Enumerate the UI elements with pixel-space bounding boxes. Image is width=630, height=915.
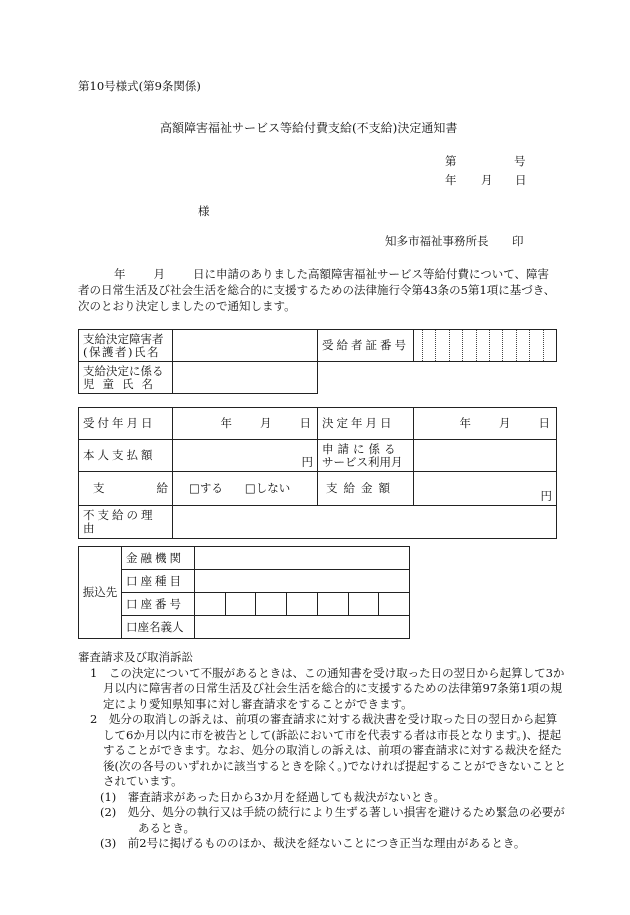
account-digit-box[interactable] (348, 593, 379, 616)
account-type-cell[interactable] (195, 570, 410, 593)
child-label-2: 児童氏名 (83, 376, 161, 391)
appeal-section (78, 650, 566, 852)
body-paragraph (78, 266, 556, 314)
child-name-cell[interactable] (173, 362, 318, 394)
body-month: 月 (153, 267, 165, 281)
receipt-month: 月 (260, 416, 272, 430)
transfer-label: 振込先 (79, 547, 122, 639)
appeal-heading: 審査請求及び取消訴訟 (78, 650, 193, 664)
digit-box[interactable] (543, 330, 556, 361)
digit-box[interactable] (529, 330, 542, 361)
account-digit-box[interactable] (317, 593, 348, 616)
table1-blank (318, 362, 557, 394)
body-rest: 日に申請のありました高額障害福祉サービス等給付費について、障害者の日常生活及び社会生活を総合的に支援するための法律施行令第43条の5第1項に基づき、次のとおり決定しましたので通知します。 (78, 267, 556, 313)
certificate-label: 受給者証番号 (318, 330, 414, 362)
applicant-label-cell (79, 330, 173, 362)
self-pay-label: 本人支払額 (79, 440, 173, 472)
account-digit-box[interactable] (256, 593, 287, 616)
decision-date-cell[interactable] (414, 408, 557, 440)
doc-no-prefix: 第 (445, 154, 457, 168)
digit-box[interactable] (489, 330, 502, 361)
option-no-checkbox[interactable]: □しない (244, 481, 291, 495)
payment-label-2: 給 (156, 481, 168, 495)
service-month-label-cell (318, 440, 414, 472)
child-label-1: 支給決定に係る (83, 363, 164, 378)
account-digit-box[interactable] (287, 593, 318, 616)
applicant-label-2: (保護者)氏名 (83, 344, 160, 359)
appeal-sub-3: (3) 前2号に掲げるもののほか、裁決を経ないことにつき正当な理由があるとき。 (100, 836, 526, 850)
self-pay-yen: 円 (301, 455, 313, 469)
reason-cell[interactable] (173, 506, 557, 539)
appeal-sub-2: (2) 処分、処分の執行又は手続の続行により生ずる著しい損害を避けるため緊急の必要があるとき。 (100, 805, 565, 835)
applicant-name-cell[interactable] (173, 330, 318, 362)
page-title: 高額障害福祉サービス等給付費支給(不支給)決定通知書 (160, 121, 458, 135)
date-month: 月 (481, 173, 493, 187)
self-pay-amount-cell[interactable] (173, 440, 318, 472)
payment-amount-cell[interactable] (414, 472, 557, 506)
receipt-date-cell[interactable] (173, 408, 318, 440)
certificate-number-cell[interactable] (414, 330, 557, 362)
body-year: 年 (114, 267, 126, 281)
bank-label: 金融機関 (122, 547, 195, 570)
payment-label-1: 支 (93, 481, 105, 495)
digit-box[interactable] (449, 330, 462, 361)
appeal-item-2: 2 処分の取消しの訴えは、前項の審査請求に対する裁決書を受け取った日の翌日から起算して6か月以内に市を被告として(訴訟において市を代表する者は市長となります。)、提起することができます。なお、処分の取消しの訴えは、前項の審査請求に対する裁決を経た後(次の各号のいずれかに該当するときを除く。)でなければ提起することができないこととされています。 (90, 712, 566, 788)
service-month-label-1: 申請に係る (322, 441, 400, 456)
seal-mark: 印 (512, 234, 524, 248)
account-no-label: 口座番号 (122, 593, 195, 616)
addressee-sama: 様 (198, 204, 210, 218)
form-number: 第10号様式(第9条関係) (78, 79, 201, 93)
digit-box[interactable] (476, 330, 489, 361)
appeal-sub-1: (1) 審査請求があった日から3か月を経過しても裁決がないとき。 (100, 789, 446, 804)
digit-box[interactable] (422, 330, 435, 361)
child-label-cell (79, 362, 173, 394)
digit-box[interactable] (516, 330, 529, 361)
issuer-name: 知多市福祉事務所長 (385, 234, 489, 248)
decision-year: 年 (459, 416, 471, 430)
digit-box[interactable] (462, 330, 475, 361)
certificate-digit-boxes (422, 330, 556, 361)
holder-label: 口座名義人 (122, 616, 195, 639)
date-year: 年 (445, 173, 457, 187)
decision-day: 日 (538, 416, 550, 430)
payment-amount-label: 支給金額 (318, 472, 414, 506)
doc-no-suffix: 号 (514, 154, 526, 168)
receipt-date-label: 受付年月日 (79, 408, 173, 440)
bank-transfer-table (78, 546, 410, 639)
reason-label: 不支給の理由 (79, 506, 173, 539)
appeal-item-1: 1 この決定について不服があるときは、この通知書を受け取った日の翌日から起算して3か月以内に障害者の日常生活及び社会生活を総合的に支援するための法律第97条第1項の規定により愛知県知事に対し審査請求をすることができます。 (90, 665, 565, 711)
receipt-day: 日 (299, 416, 311, 430)
date-day: 日 (515, 173, 527, 187)
account-digit-box[interactable] (195, 593, 226, 616)
decision-month: 月 (499, 416, 511, 430)
account-digit-box[interactable] (225, 593, 256, 616)
holder-cell[interactable] (195, 616, 410, 639)
digit-box[interactable] (502, 330, 515, 361)
decision-date-label: 決定年月日 (318, 408, 414, 440)
applicant-table (78, 329, 557, 394)
bank-cell[interactable] (195, 547, 410, 570)
option-yes-checkbox[interactable]: □する (189, 481, 223, 495)
account-digit-box[interactable] (379, 593, 410, 616)
receipt-year: 年 (220, 416, 232, 430)
payment-choice-cell (173, 472, 318, 506)
account-type-label: 口座種目 (122, 570, 195, 593)
payment-label-cell (79, 472, 173, 506)
service-month-cell[interactable] (414, 440, 557, 472)
payment-amount-yen: 円 (540, 489, 552, 503)
applicant-label-1: 支給決定障害者 (83, 331, 164, 346)
decision-table (78, 407, 557, 539)
service-month-label-2: サービス利用月 (322, 454, 403, 469)
digit-box[interactable] (435, 330, 448, 361)
